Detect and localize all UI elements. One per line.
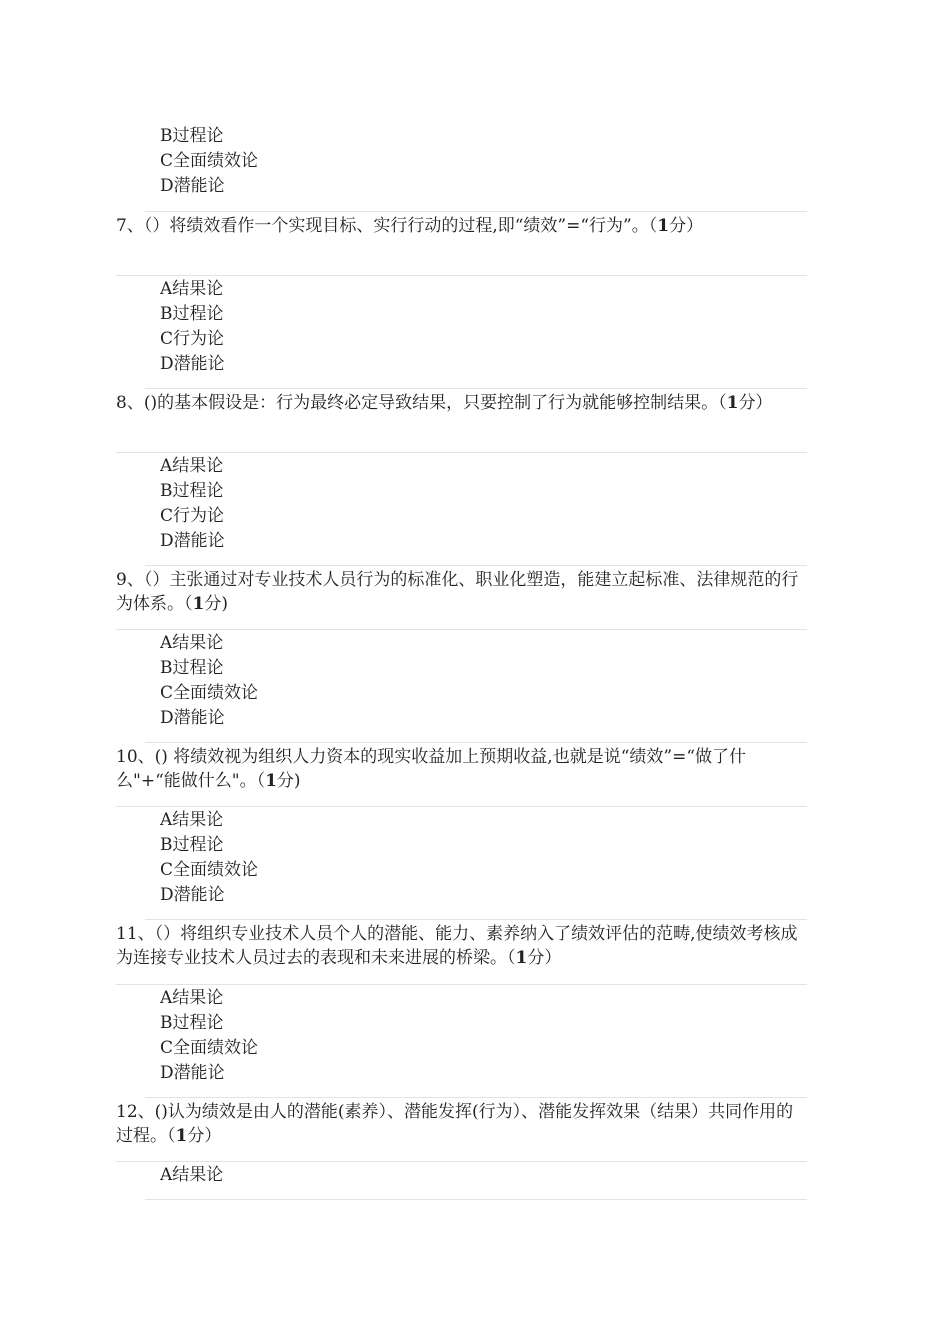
q7-options bbox=[160, 277, 760, 377]
q12-options bbox=[160, 1163, 760, 1188]
q9-options bbox=[160, 631, 760, 731]
question-10-stem: 10、() 将绩效视为组织人力资本的现实收益加上预期收益,也就是说“绩效”=“做了什么"+“能做什么"。（ bbox=[116, 747, 747, 791]
q11-option-c[interactable]: C全面绩效论 bbox=[160, 1038, 259, 1058]
q10-option-c[interactable]: C全面绩效论 bbox=[160, 860, 259, 880]
divider bbox=[145, 1097, 807, 1098]
divider bbox=[145, 211, 807, 212]
q10-options bbox=[160, 808, 760, 908]
q9-option-b[interactable]: B过程论 bbox=[160, 658, 224, 678]
q10-option-d[interactable]: D潜能论 bbox=[160, 885, 225, 905]
divider bbox=[116, 275, 807, 276]
q8-option-c[interactable]: C行为论 bbox=[160, 506, 225, 526]
q8-option-a[interactable]: A结果论 bbox=[160, 456, 224, 476]
question-11 bbox=[116, 922, 806, 970]
divider bbox=[116, 629, 807, 630]
question-7-score: 1分） bbox=[657, 216, 704, 236]
q10-option-a[interactable]: A结果论 bbox=[160, 810, 224, 830]
q11-option-b[interactable]: B过程论 bbox=[160, 1013, 224, 1033]
q7-option-a[interactable]: A结果论 bbox=[160, 279, 224, 299]
q6-option-c[interactable]: C全面绩效论 bbox=[160, 151, 259, 171]
q10-option-b[interactable]: B过程论 bbox=[160, 835, 224, 855]
divider bbox=[145, 388, 807, 389]
q9-option-a[interactable]: A结果论 bbox=[160, 633, 224, 653]
question-9-score: 1分) bbox=[192, 594, 228, 614]
q11-option-a[interactable]: A结果论 bbox=[160, 988, 224, 1008]
q11-option-d[interactable]: D潜能论 bbox=[160, 1063, 225, 1083]
divider bbox=[145, 919, 807, 920]
divider bbox=[116, 806, 807, 807]
question-7 bbox=[116, 214, 806, 238]
question-11-stem: 11、（）将组织专业技术人员个人的潜能、能力、素养纳入了绩效评估的范畴,使绩效考核成为连接专业技术人员过去的表现和未来进展的桥梁。（ bbox=[116, 924, 798, 968]
q9-option-d[interactable]: D潜能论 bbox=[160, 708, 225, 728]
divider bbox=[116, 984, 807, 985]
question-12 bbox=[116, 1100, 806, 1148]
question-11-score: 1分） bbox=[515, 948, 562, 968]
q11-options bbox=[160, 986, 760, 1086]
divider bbox=[145, 742, 807, 743]
divider bbox=[116, 452, 807, 453]
q9-option-c[interactable]: C全面绩效论 bbox=[160, 683, 259, 703]
q12-option-a[interactable]: A结果论 bbox=[160, 1165, 224, 1185]
q8-option-b[interactable]: B过程论 bbox=[160, 481, 224, 501]
divider bbox=[145, 565, 807, 566]
q8-option-d[interactable]: D潜能论 bbox=[160, 531, 225, 551]
divider bbox=[145, 1199, 807, 1200]
question-9 bbox=[116, 568, 806, 616]
question-9-stem: 9、（）主张通过对专业技术人员行为的标准化、职业化塑造，能建立起标准、法律规范的行为体系。（ bbox=[116, 570, 799, 614]
q8-options bbox=[160, 454, 760, 554]
question-8-stem: 8、()的基本假设是：行为最终必定导致结果，只要控制了行为就能够控制结果。（ bbox=[116, 393, 727, 413]
question-10 bbox=[116, 745, 806, 793]
q6-options bbox=[160, 124, 760, 199]
question-12-stem: 12、()认为绩效是由人的潜能(素养）、潜能发挥(行为）、潜能发挥效果（结果）共同作用的过程。（ bbox=[116, 1102, 794, 1146]
question-7-stem: 7、（）将绩效看作一个实现目标、实行行动的过程,即“绩效”=“行为”。（ bbox=[116, 216, 658, 236]
question-8 bbox=[116, 391, 806, 415]
question-8-score: 1分） bbox=[726, 393, 773, 413]
q7-option-b[interactable]: B过程论 bbox=[160, 304, 224, 324]
divider bbox=[116, 1161, 807, 1162]
q7-option-c[interactable]: C行为论 bbox=[160, 329, 225, 349]
q6-option-b[interactable]: B过程论 bbox=[160, 126, 224, 146]
q7-option-d[interactable]: D潜能论 bbox=[160, 354, 225, 374]
q6-option-d[interactable]: D潜能论 bbox=[160, 176, 225, 196]
question-12-score: 1分） bbox=[175, 1126, 222, 1146]
question-10-score: 1分) bbox=[265, 771, 301, 791]
